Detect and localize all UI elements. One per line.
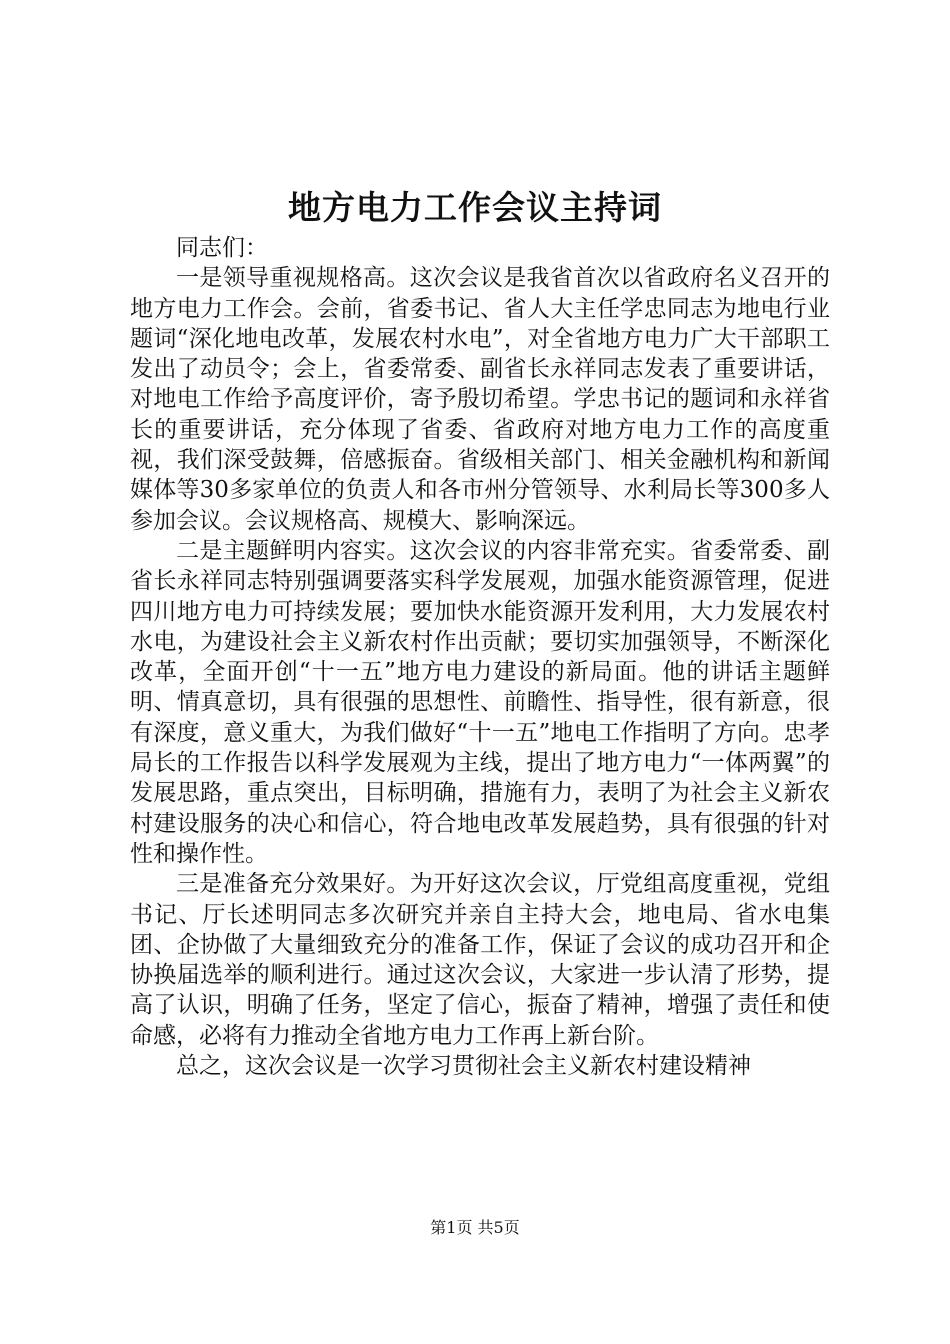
page-footer: 第1页 共5页	[430, 1218, 520, 1237]
greeting: 同志们：	[176, 235, 268, 261]
paragraph-3: 三是准备充分效果好。为开好这次会议，厅党组高度重视，党组书记、厅长述明同志多次研究并亲自主持大会，地电局、省水电集团、企协做了大量细致充分的准备工作，保证了会议的成功召开和企协换届选举的顺利进行。通过这次会议，大家进一步认清了形势，提高了认识，明确了任务，坚定了信心，振奋了精神，增强了责任和使命感，必将有力推动全省地方电力工作再上新台阶。	[130, 871, 830, 1049]
document-title: 地方电力工作会议主持词	[288, 188, 662, 227]
paragraph-2: 二是主题鲜明内容实。这次会议的内容非常充实。省委常委、副省长永祥同志特别强调要落实科学发展观，加强水能资源管理，促进四川地方电力可持续发展；要加快水能资源开发利用，大力发展农村水电，为建设社会主义新农村作出贡献；要切实加强领导，不断深化改革，全面开创“十一五”地方电力建设的新局面。他的讲话主题鲜明、情真意切，具有很强的思想性、前瞻性、指导性，很有新意，很有深度，意义重大，为我们做好“十一五”地电工作指明了方向。忠孝局长的工作报告以科学发展观为主线，提出了地方电力“一体两翼”的发展思路，重点突出，目标明确，措施有力，表明了为社会主义新农村建设服务的决心和信心，符合地电改革发展趋势，具有很强的针对性和操作性。	[130, 537, 830, 867]
document-body	[130, 233, 830, 1081]
paragraph-4: 总之，这次会议是一次学习贯彻社会主义新农村建设精神	[176, 1053, 751, 1080]
paragraph-1: 一是领导重视规格高。这次会议是我省首次以省政府名义召开的地方电力工作会。会前，省委书记、省人大主任学忠同志为地电行业题词“深化地电改革，发展农村水电”，对全省地方电力广大干部职工发出了动员令；会上，省委常委、副省长永祥同志发表了重要讲话，对地电工作给予高度评价，寄予殷切希望。学忠书记的题词和永祥省长的重要讲话，充分体现了省委、省政府对地方电力工作的高度重视，我们深受鼓舞，倍感振奋。省级相关部门、相关金融机构和新闻媒体等30多家单位的负责人和各市州分管领导、水利局长等300多人参加会议。会议规格高、规模大、影响深远。	[130, 265, 830, 534]
